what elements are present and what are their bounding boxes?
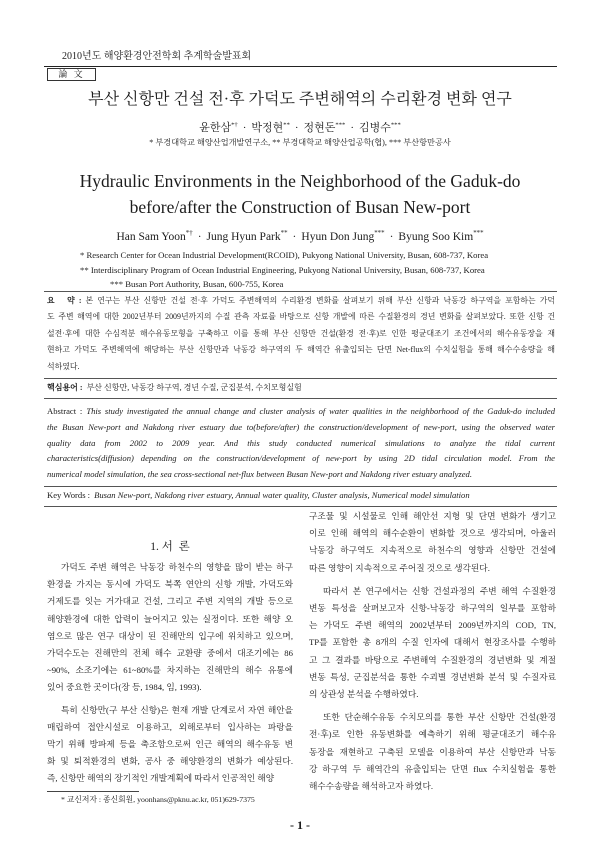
body-text-line: 거제도를 잇는 거가대교 건설, 그리고 주변 지역의 개발 등으로 [47,596,293,607]
body-column-left [47,559,293,788]
abstract-line: numerical model simulation, the sea cross-sectional net-flux between Busan New-port and Nakdong river estuary analyzed. [47,469,473,480]
abstract-line: the Busan New-port and Nakdong river estuary due to(before/after) the construction/development of new-port, using the observed water [47,421,555,432]
body-text-line: 의 상관성 분석을 수행하였다. [309,689,419,700]
body-column-right [309,508,556,795]
section-rule [44,398,557,399]
abstract-text: This study investigated the annual change and cluster analysis of water qualities in the neighborhood of the Gaduk-do included [86,406,555,416]
english-author-list [0,230,600,244]
english-abstract [47,404,555,483]
summary-line: 석하였다. [47,361,80,371]
section-rule [44,486,557,487]
body-text-line: 막기 위해 방파제 등을 축조함으로써 인근 해역의 해수유동 변 [47,739,293,750]
body-paragraph [47,559,293,697]
english-title-line: before/after the Construction of Busan New-port [129,197,471,217]
footnote-rule [47,791,139,792]
affiliation-mark: *** [374,230,385,238]
author-name: 정현돈 [303,122,336,134]
keywords-label: 핵심용어 : [47,383,83,392]
body-text-line: 구조물 및 시설물로 인해 해안선 지형 및 단면 변화가 생기고 [309,511,556,521]
body-text-line: 가덕도 주변 해역은 낙동강 하천수의 영향을 많이 받는 하구 [61,562,293,572]
affiliation-mark: *† [185,230,193,238]
affiliation-mark: ** [283,121,290,129]
body-text-line: 매립하여 접안시설로 이용하고, 외해로부터 입사하는 파랑을 [47,721,293,732]
keywords-label: Key Words : [47,490,91,500]
author-name: 박정현 [251,122,284,134]
body-text-line: 는 가덕도 주변 해역의 2002년부터 2009년까지의 COD, TN, [309,620,556,631]
abstract-line: quality data from 2002 to 2009 year. And this study conducted numerical simulations to analyze the tidal current [47,437,555,448]
affiliation-mark: ** [280,230,288,238]
corresponding-author-footnote: * 교신저자 : 종신회원, yoonhans@pknu.ac.kr, 051)629-7375 [61,795,255,804]
body-text-line: 있어 중요한 곳이다(장 등, 1984, 임, 1993). [47,682,202,693]
body-text-line: 해수수송량을 해석하고자 하였다. [309,781,434,792]
body-text-line: 강 하구역 두 해역간의 유출입되는 단면 flux 수치실험을 통한 [309,763,556,774]
body-text-line: 낙동강 하구역도 지속적으로 하천수의 영향과 신항만 건설에 [309,545,556,556]
body-text-line: 해양환경에 대한 압력이 늘어지고 있는 실정이다. 또한 해양 오 [47,613,293,624]
korean-author-list [0,121,600,135]
author-separator: · [242,122,247,134]
abstract-line [47,404,555,420]
keywords-text: 부산 신항만, 낙동강 하구역, 경년 수질, 군집분석, 수치모형실험 [86,383,302,392]
keywords-text: Busan New-port, Nakdong river estuary, Annual water quality, Cluster analysis, Numerical model simulation [94,490,470,500]
summary-line: 현하고 가덕도 주변해역에 해당하는 부산 신항만과 낙동강 하구역의 두 해역간 유출입되는 단면 Net-flux의 수치실험을 통해 해수수송량을 해 [47,345,555,355]
author-separator: · [197,231,202,243]
body-text-line: 가덕수도는 진해만의 전체 해수 교환량 중에서 대조기에는 86 [47,648,293,659]
body-text-line: 환경을 가지는 동시에 가덕도 북쪽 연안의 신항 개발, 가덕도와 [47,579,293,590]
header-rule [44,66,557,67]
body-text-line: 따라서 본 연구에서는 신항 건설과정의 주변 해역 수질환경 [323,585,556,596]
body-text-line: 변동 특성, 군집분석을 통한 수괴별 경년변화 분석 및 수질자료 [309,671,556,682]
author-name: Hyun Don Jung [301,231,375,243]
body-text-line: TP를 포함한 총 8개의 수질 인자에 대해서 현장조사를 수행하 [309,637,556,648]
affiliation-line: ** Interdisciplinary Program of Ocean Industrial Engineering, Pukyong National University, Busan, 608-737, Korea [80,264,485,275]
english-title [0,168,600,220]
affiliation-mark: *** [473,230,484,238]
korean-title: 부산 신항만 건설 전·후 가덕도 주변해역의 수리환경 변화 연구 [88,91,512,108]
affiliation-mark: *† [231,121,238,129]
body-text-line: 변동 특성을 살펴보고자 신항-낙동강 하구역의 일부를 포함하 [309,603,556,614]
affiliation-line: *** Busan Port Authority, Busan, 600-755, Korea [110,279,284,289]
affiliation-line: * Research Center for Ocean Industrial Development(RCOID), Pukyong National University, Busan, 608-737, Korea [80,250,489,260]
author-separator: · [294,122,299,134]
author-separator: · [350,122,354,134]
summary-line: 도 주변 해역에 대한 2002년부터 2009년까지의 수질 관측 자료를 바탕으로 신항 개발에 따른 수질환경의 경년 변화를 살펴보았다. 또한 신항 건 [47,312,555,322]
affiliation-mark: *** [390,121,401,129]
body-text-line: 동장을 재현하고 구축된 모델을 이용하여 부산 신항만과 낙동 [309,746,556,757]
author-name: 김병수 [358,122,391,134]
section-rule [44,378,557,379]
body-text-line: 즉, 신항만 해역의 장기적인 개발계획에 따라서 인공적인 해양 [47,773,275,784]
body-paragraph [309,583,556,703]
summary-label: 요 약 : [47,296,82,305]
english-keywords [47,489,555,501]
body-text-line: 또한 단순해수유동 수치모의를 통한 부산 신항만 건설(환경 [323,712,556,723]
author-separator: · [389,231,394,243]
summary-line: 설전·후에 대한 수심적분 해수유동모형을 구축하고 이를 통해 부산 신항만 건설(환경 전·후)로 인한 평균대조기 조건에서의 해수유동장을 재 [47,328,555,338]
english-title-line: Hydraulic Environments in the Neighborhood of the Gaduk-do [79,171,521,191]
body-paragraph [309,709,556,795]
author-name: Jung Hyun Park [206,231,281,243]
body-paragraph [309,508,556,577]
english-affiliations [80,248,560,292]
affiliation-mark: *** [335,121,346,129]
paper-type-box: 論 文 [47,68,96,81]
body-text-line: ~90%, 소조기에는 61~80%를 차지하는 진해만의 해수 유통에 [47,665,293,676]
body-text-line: 특히 신항만(구 부산 신항)은 현재 개발 단계로서 자연 해안을 [61,704,293,715]
korean-summary [47,293,555,375]
section-rule [44,291,557,292]
author-separator: · [292,231,297,243]
body-text-line: 따른 영향이 지속적으로 주어질 것으로 생각된다. [309,562,490,573]
body-text-line: 전·후)로 인한 유동변화를 예측하기 위해 평균대조기 해수유 [309,729,556,740]
body-text-line: 염으로 많은 연구 대상이 된 진해만의 입구에 위치하고 있으며, [47,630,293,641]
page-number: - 1 - [290,818,310,832]
abstract-label: Abstract : [47,406,83,416]
abstract-line: characteristics(diffusion) depending on the construction/development of new-port by using 2D tidal circulation model. From the [47,453,555,464]
body-text-line: 이로 인해 해역의 해수순환이 변화할 것으로 생각되며, 아울러 [309,528,556,539]
korean-keywords [47,381,555,395]
korean-affiliations: * 부경대학교 해양산업개발연구소, ** 부경대학교 해양산업공학(협), *** 부산항만공사 [149,138,451,147]
author-name: 윤한삼 [199,122,232,134]
section-heading: 1. 서 론 [150,541,190,553]
author-name: Han Sam Yoon [116,231,186,243]
summary-line [47,293,555,309]
body-text-line: 화 및 퇴적환경의 변화, 공사 중 해양환경의 변화가 예상된다. [47,756,293,767]
section-rule [44,506,557,507]
author-name: Byung Soo Kim [398,231,474,243]
conference-header: 2010년도 해양환경안전학회 추계학술발표회 [62,51,252,62]
body-paragraph [47,702,293,788]
summary-text: 본 연구는 부산 신항만 건설 전·후 가덕도 주변해역의 수리환경 변화를 살펴보기 위해 부산 신항과 낙동강 하구역을 포함하는 가덕 [85,296,555,305]
body-text-line: 고 그 결과를 바탕으로 주변해역 수질환경의 경년변화 및 계절 [309,654,556,665]
